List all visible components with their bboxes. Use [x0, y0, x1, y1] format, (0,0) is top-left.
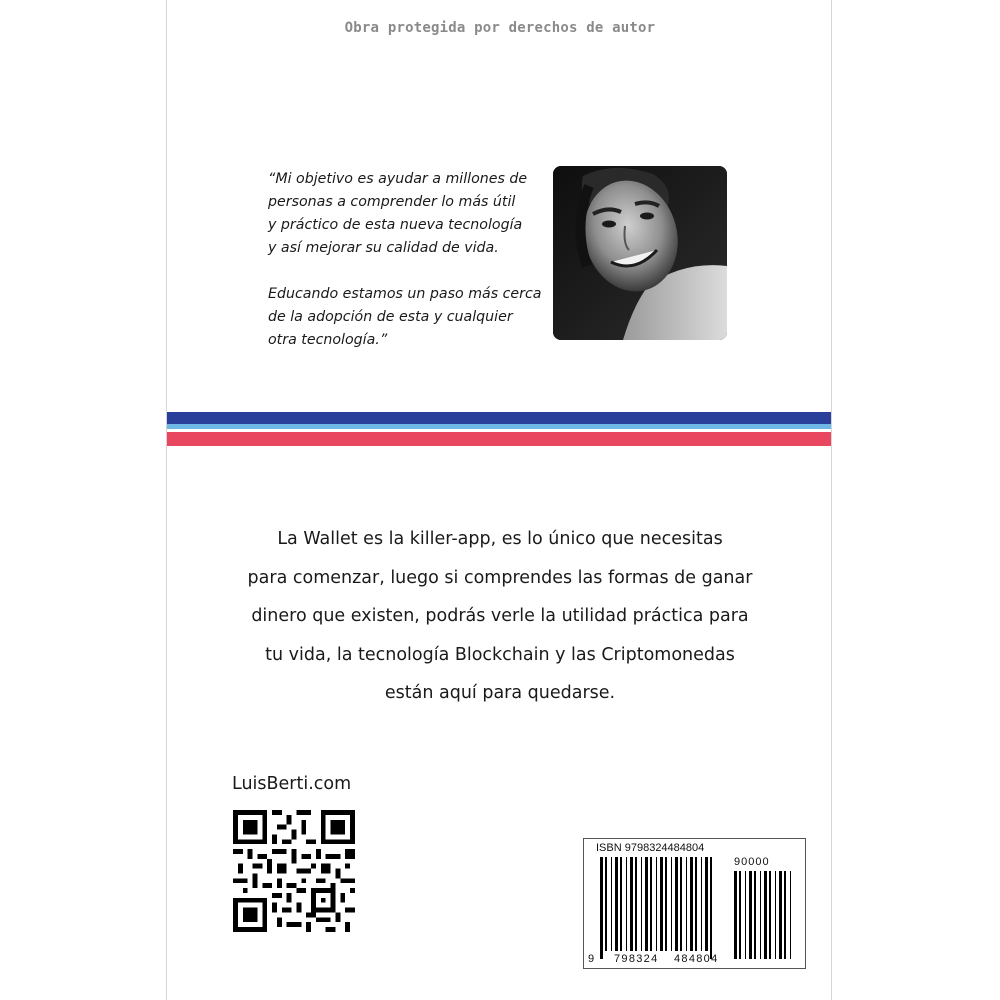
barcode-bar [620, 857, 622, 951]
barcode-bar [745, 871, 746, 959]
barcode-bar [641, 857, 642, 951]
barcode-bar [600, 857, 603, 959]
barcode-bar [754, 871, 756, 959]
barcode-bar [645, 857, 648, 951]
barcode-bar [630, 857, 633, 951]
barcode-bar [695, 857, 697, 951]
stripe-pink [167, 432, 831, 446]
back-cover-description: La Wallet es la killer-app, es lo único que necesitas para comenzar, luego si comprendes las formas de ganar dinero que existen, podrás verle la utilidad práctica para tu vida, la tecnología Blockchain y las Criptomonedas están aquí para quedarse. [247, 529, 753, 703]
copyright-watermark-top: Obra protegida por derechos de autor [344, 20, 656, 36]
stripe-dark-blue [167, 412, 831, 424]
quote-paragraph-1: “Mi objetivo es ayudar a millones de personas a comprender lo más útil y práctico de esta nueva tecnología y así mejorar su calidad de vida. [268, 171, 528, 256]
barcode-bar [764, 871, 767, 959]
website-link[interactable]: LuisBerti.com [232, 774, 352, 794]
barcode-bar [734, 871, 737, 959]
barcode-bar [790, 871, 791, 959]
isbn-label: ISBN 9798324484804 [596, 842, 705, 854]
barcode-bar [605, 857, 607, 951]
barcode-bar [650, 857, 652, 951]
barcode-digits-left: 798324 [614, 953, 659, 965]
barcode-bar [779, 871, 782, 959]
author-portrait [553, 166, 727, 340]
barcode-bars [584, 839, 807, 970]
barcode-bar [615, 857, 618, 951]
barcode-digit-lead: 9 [588, 953, 596, 965]
barcode-bar [710, 857, 712, 959]
barcode-bar [635, 857, 637, 951]
barcode-bar [686, 857, 687, 951]
barcode-bar [705, 857, 708, 951]
barcode-bar [739, 871, 741, 959]
barcode-bar [671, 857, 672, 951]
author-portrait-image [553, 166, 727, 340]
isbn-barcode [583, 838, 806, 969]
barcode-addon-number: 90000 [734, 856, 770, 868]
qr-code[interactable] [233, 810, 355, 932]
barcode-bar [784, 871, 786, 959]
barcode-bar [760, 871, 761, 959]
barcode-bar [775, 871, 776, 959]
barcode-bar [749, 871, 752, 959]
barcode-bar [701, 857, 702, 951]
author-quote [268, 168, 548, 352]
barcode-bar [769, 871, 771, 959]
quote-paragraph-2: Educando estamos un paso más cerca de la adopción de esta y cualquier otra tecnología.” [268, 286, 542, 348]
barcode-bar [611, 857, 612, 951]
barcode-bar [675, 857, 678, 951]
barcode-bar [660, 857, 663, 951]
barcode-bar [680, 857, 682, 951]
barcode-bar [656, 857, 657, 951]
barcode-bar [690, 857, 693, 951]
barcode-bar [665, 857, 667, 951]
barcode-digits-right: 484804 [674, 953, 719, 965]
barcode-bar [626, 857, 627, 951]
